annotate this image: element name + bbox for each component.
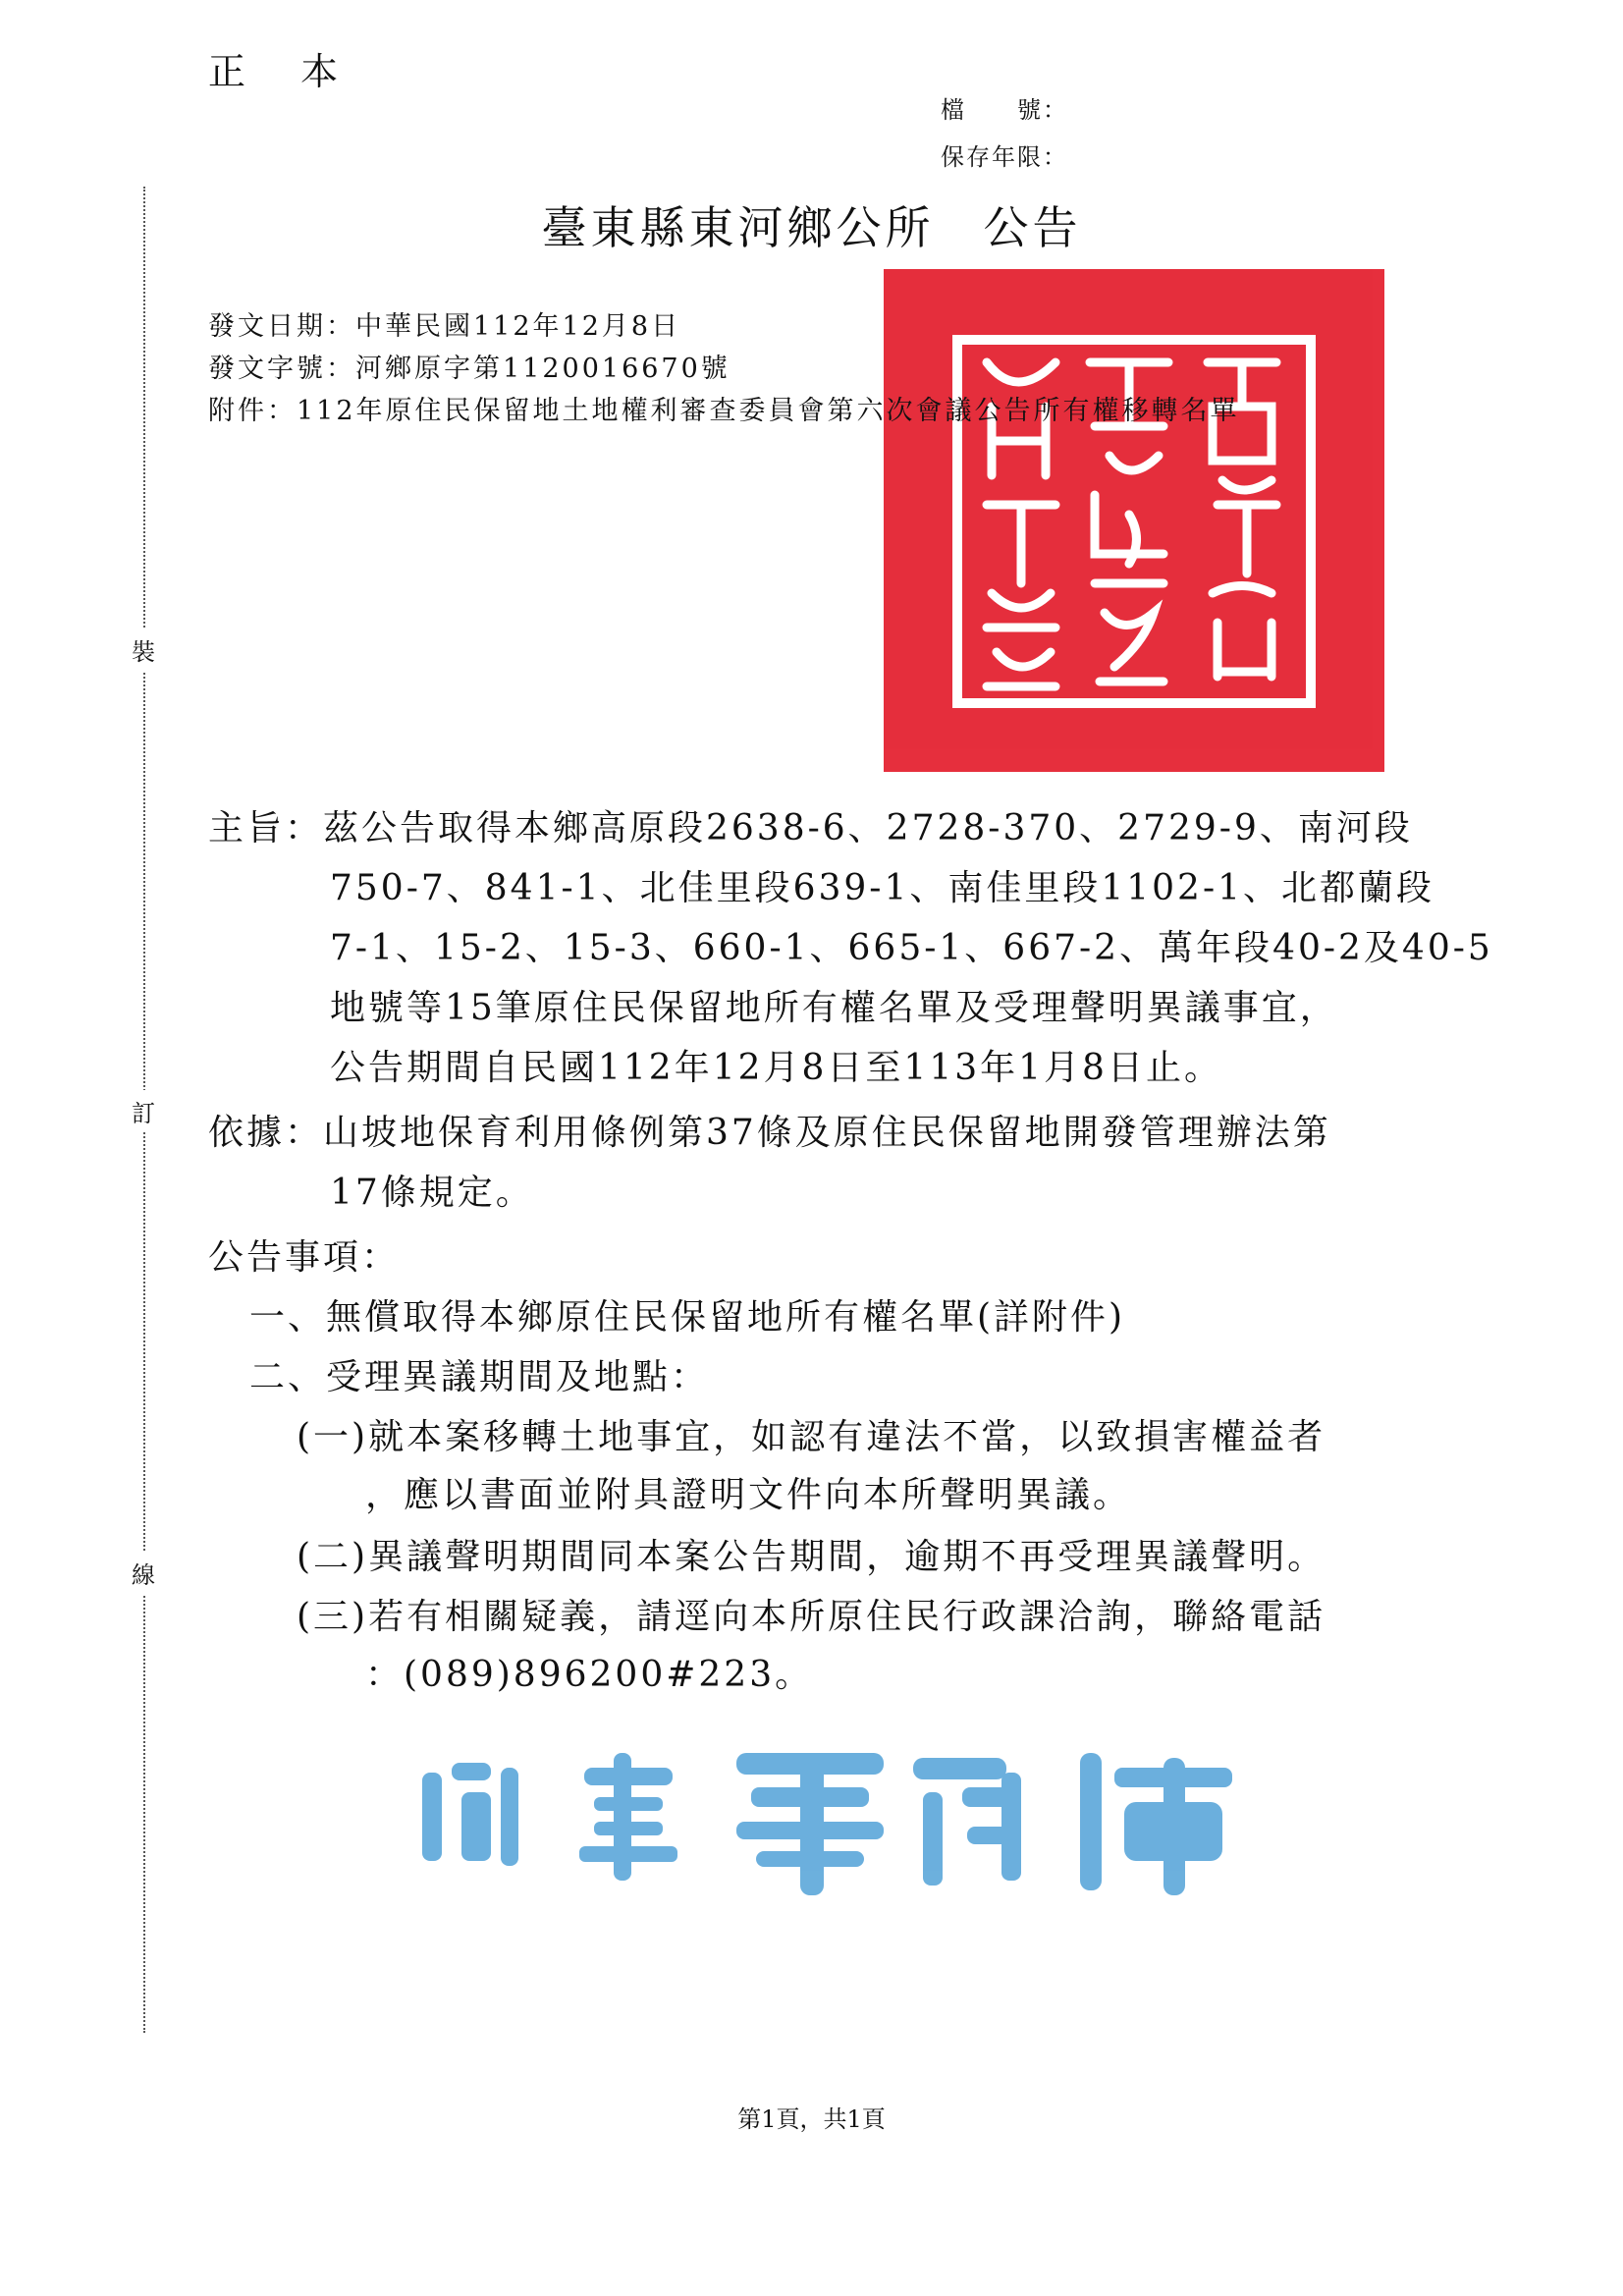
sub-item-2: (二)異議聲明期間同本案公告期間，逾期不再受理異議聲明。 xyxy=(297,1537,1326,1577)
issue-date: 發文日期：中華民國112年12月8日 xyxy=(208,311,681,342)
retention-period-label: 保存年限： xyxy=(941,143,1068,171)
subject-line-1: 主旨：茲公告取得本鄉高原段2638-6、2728-370、2729-9、南河段 xyxy=(208,808,1413,848)
copy-mark: 正 本 xyxy=(208,50,360,93)
basis-line-2: 17條規定。 xyxy=(330,1173,534,1213)
sub-item-1-line-2: ，應以書面並附具證明文件向本所聲明異議。 xyxy=(365,1475,1132,1515)
items-heading: 公告事項： xyxy=(208,1237,401,1278)
mayor-signature-stamp xyxy=(412,1733,1276,1929)
item-1: 一、無償取得本鄉原住民保留地所有權名單(詳附件) xyxy=(249,1297,1126,1338)
file-number-label: 檔 號： xyxy=(941,96,1068,124)
binding-mark-line: 線 xyxy=(132,1552,155,1594)
binding-mark-bind: 裝 xyxy=(132,629,155,671)
attachment-line: 附件：112年原住民保留地土地權利審查委員會第六次會議公告所有權移轉名單 xyxy=(208,396,1240,426)
item-2: 二、受理異議期間及地點： xyxy=(249,1357,710,1397)
subject-line-5: 公告期間自民國112年12月8日至113年1月8日止。 xyxy=(330,1048,1222,1088)
subject-line-3: 7-1、15-2、15-3、660-1、665-1、667-2、萬年段40-2及40-5 xyxy=(330,928,1493,968)
subject-line-4: 地號等15筆原住民保留地所有權名單及受理聲明異議事宜， xyxy=(330,988,1338,1028)
official-seal xyxy=(884,269,1384,772)
issue-number: 發文字號：河鄉原字第1120016670號 xyxy=(208,354,730,384)
sub-item-3-line-1: (三)若有相關疑義，請逕向本所原住民行政課洽詢，聯絡電話 xyxy=(297,1597,1326,1637)
basis-line-1: 依據：山坡地保育利用條例第37條及原住民保留地開發管理辦法第 xyxy=(208,1113,1331,1153)
sub-item-3-line-2: ：(089)896200#223。 xyxy=(365,1655,814,1695)
sub-item-1-line-1: (一)就本案移轉土地事宜，如認有違法不當，以致損害權益者 xyxy=(297,1417,1326,1457)
subject-line-2: 750-7、841-1、北佳里段639-1、南佳里段1102-1、北都蘭段 xyxy=(330,868,1435,908)
page-number-footer: 第1頁，共1頁 xyxy=(737,2105,886,2133)
binding-mark-staple: 訂 xyxy=(132,1090,155,1132)
document-title: 臺東縣東河鄉公所 公告 xyxy=(541,201,1082,254)
